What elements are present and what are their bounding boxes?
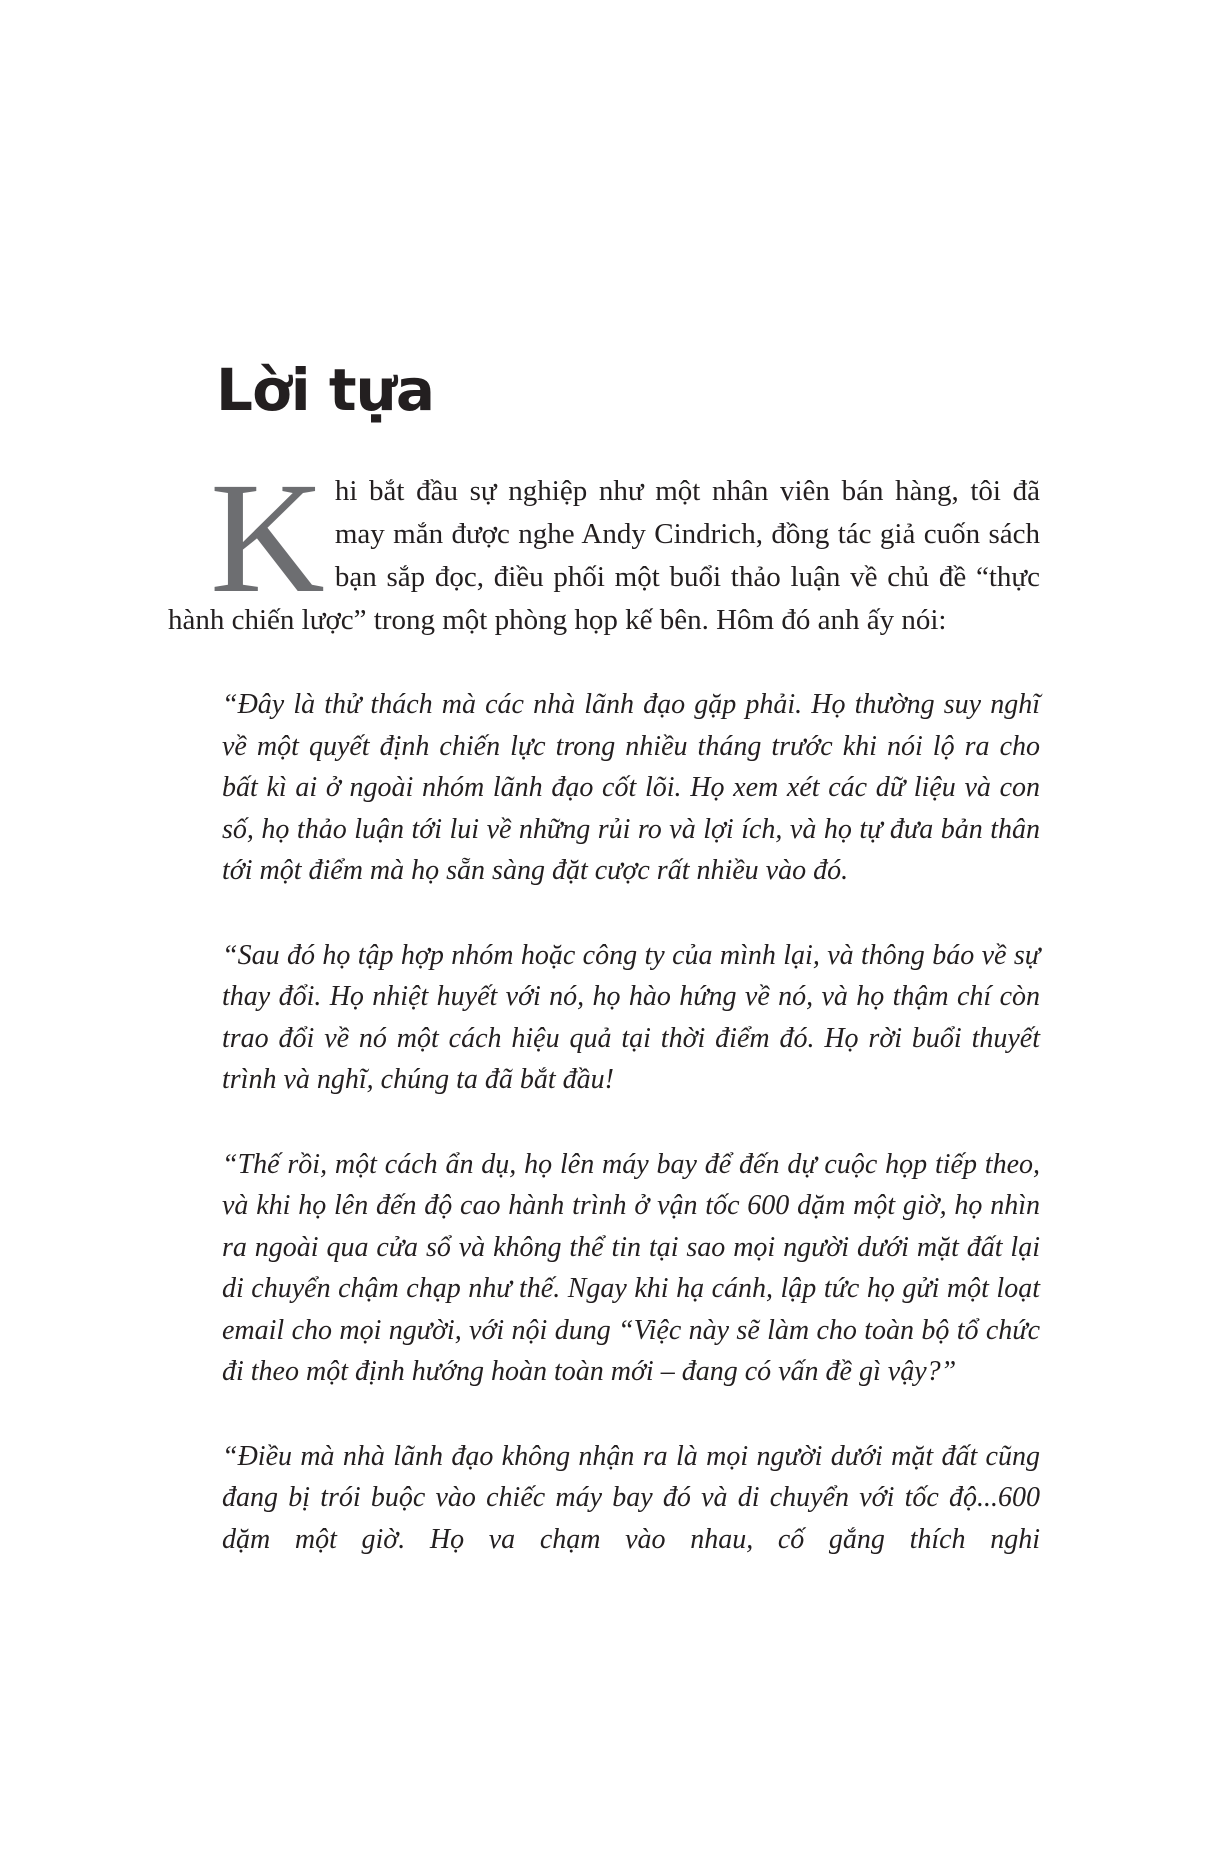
quote-paragraph-2: “Sau đó họ tập hợp nhóm hoặc công ty của mình lại, và thông báo về sự thay đổi. Họ nhiệt huyết với nó, họ hào hứng về nó, và họ thậm chí còn trao đổi về nó một cách hiệu quả tại thời điểm đó. Họ rời buổi thuyết trình và nghĩ, chúng ta đã bắt đầu! xyxy=(222,939,1040,1095)
quote-paragraph-1: “Đây là thử thách mà các nhà lãnh đạo gặp phải. Họ thường suy nghĩ về một quyết định chiến lực trong nhiều tháng trước khi nói lộ ra cho bất kì ai ở ngoài nhóm lãnh đạo cốt lõi. Họ xem xét các dữ liệu và con số, họ thảo luận tới lui về những rủi ro và lợi ích, và họ tự đưa bản thân tới một điểm mà họ sẵn sàng đặt cược rất nhiều vào đó. xyxy=(222,689,1040,886)
quote-paragraph-4: “Điều mà nhà lãnh đạo không nhận ra là mọi người dưới mặt đất cũng đang bị trói buộc vào chiếc máy bay đó và di chuyển với tốc độ...600 dặm một giờ. Họ va chạm vào nhau, cố gắng thích nghi xyxy=(222,1440,1040,1555)
quote-paragraph-3: “Thế rồi, một cách ẩn dụ, họ lên máy bay để đến dự cuộc họp tiếp theo, và khi họ lên đến độ cao hành trình ở vận tốc 600 dặm một giờ, họ nhìn ra ngoài qua cửa sổ và không thể tin tại sao mọi người dưới mặt đất lại di chuyển chậm chạp như thế. Ngay khi hạ cánh, lập tức họ gửi một loạt email cho mọi người, với nội dung “Việc này sẽ làm cho toàn bộ tổ chức đi theo một định hướng hoàn toàn mới – đang có vấn đề gì vậy?” xyxy=(222,1148,1040,1387)
intro-paragraph xyxy=(168,450,1040,642)
chapter-body xyxy=(168,450,1040,1560)
intro-text: hi bắt đầu sự nghiệp như một nhân viên bán hàng, tôi đã may mắn được nghe Andy Cindrich, đồng tác giả cuốn sách bạn sắp đọc, điều phối một buổi thảo luận về chủ đề “thực hành chiến lược” trong một phòng họp kế bên. Hôm đó anh ấy nói: xyxy=(168,475,1040,636)
chapter-title: Lời tựa xyxy=(216,356,435,424)
drop-cap: K xyxy=(210,450,325,626)
